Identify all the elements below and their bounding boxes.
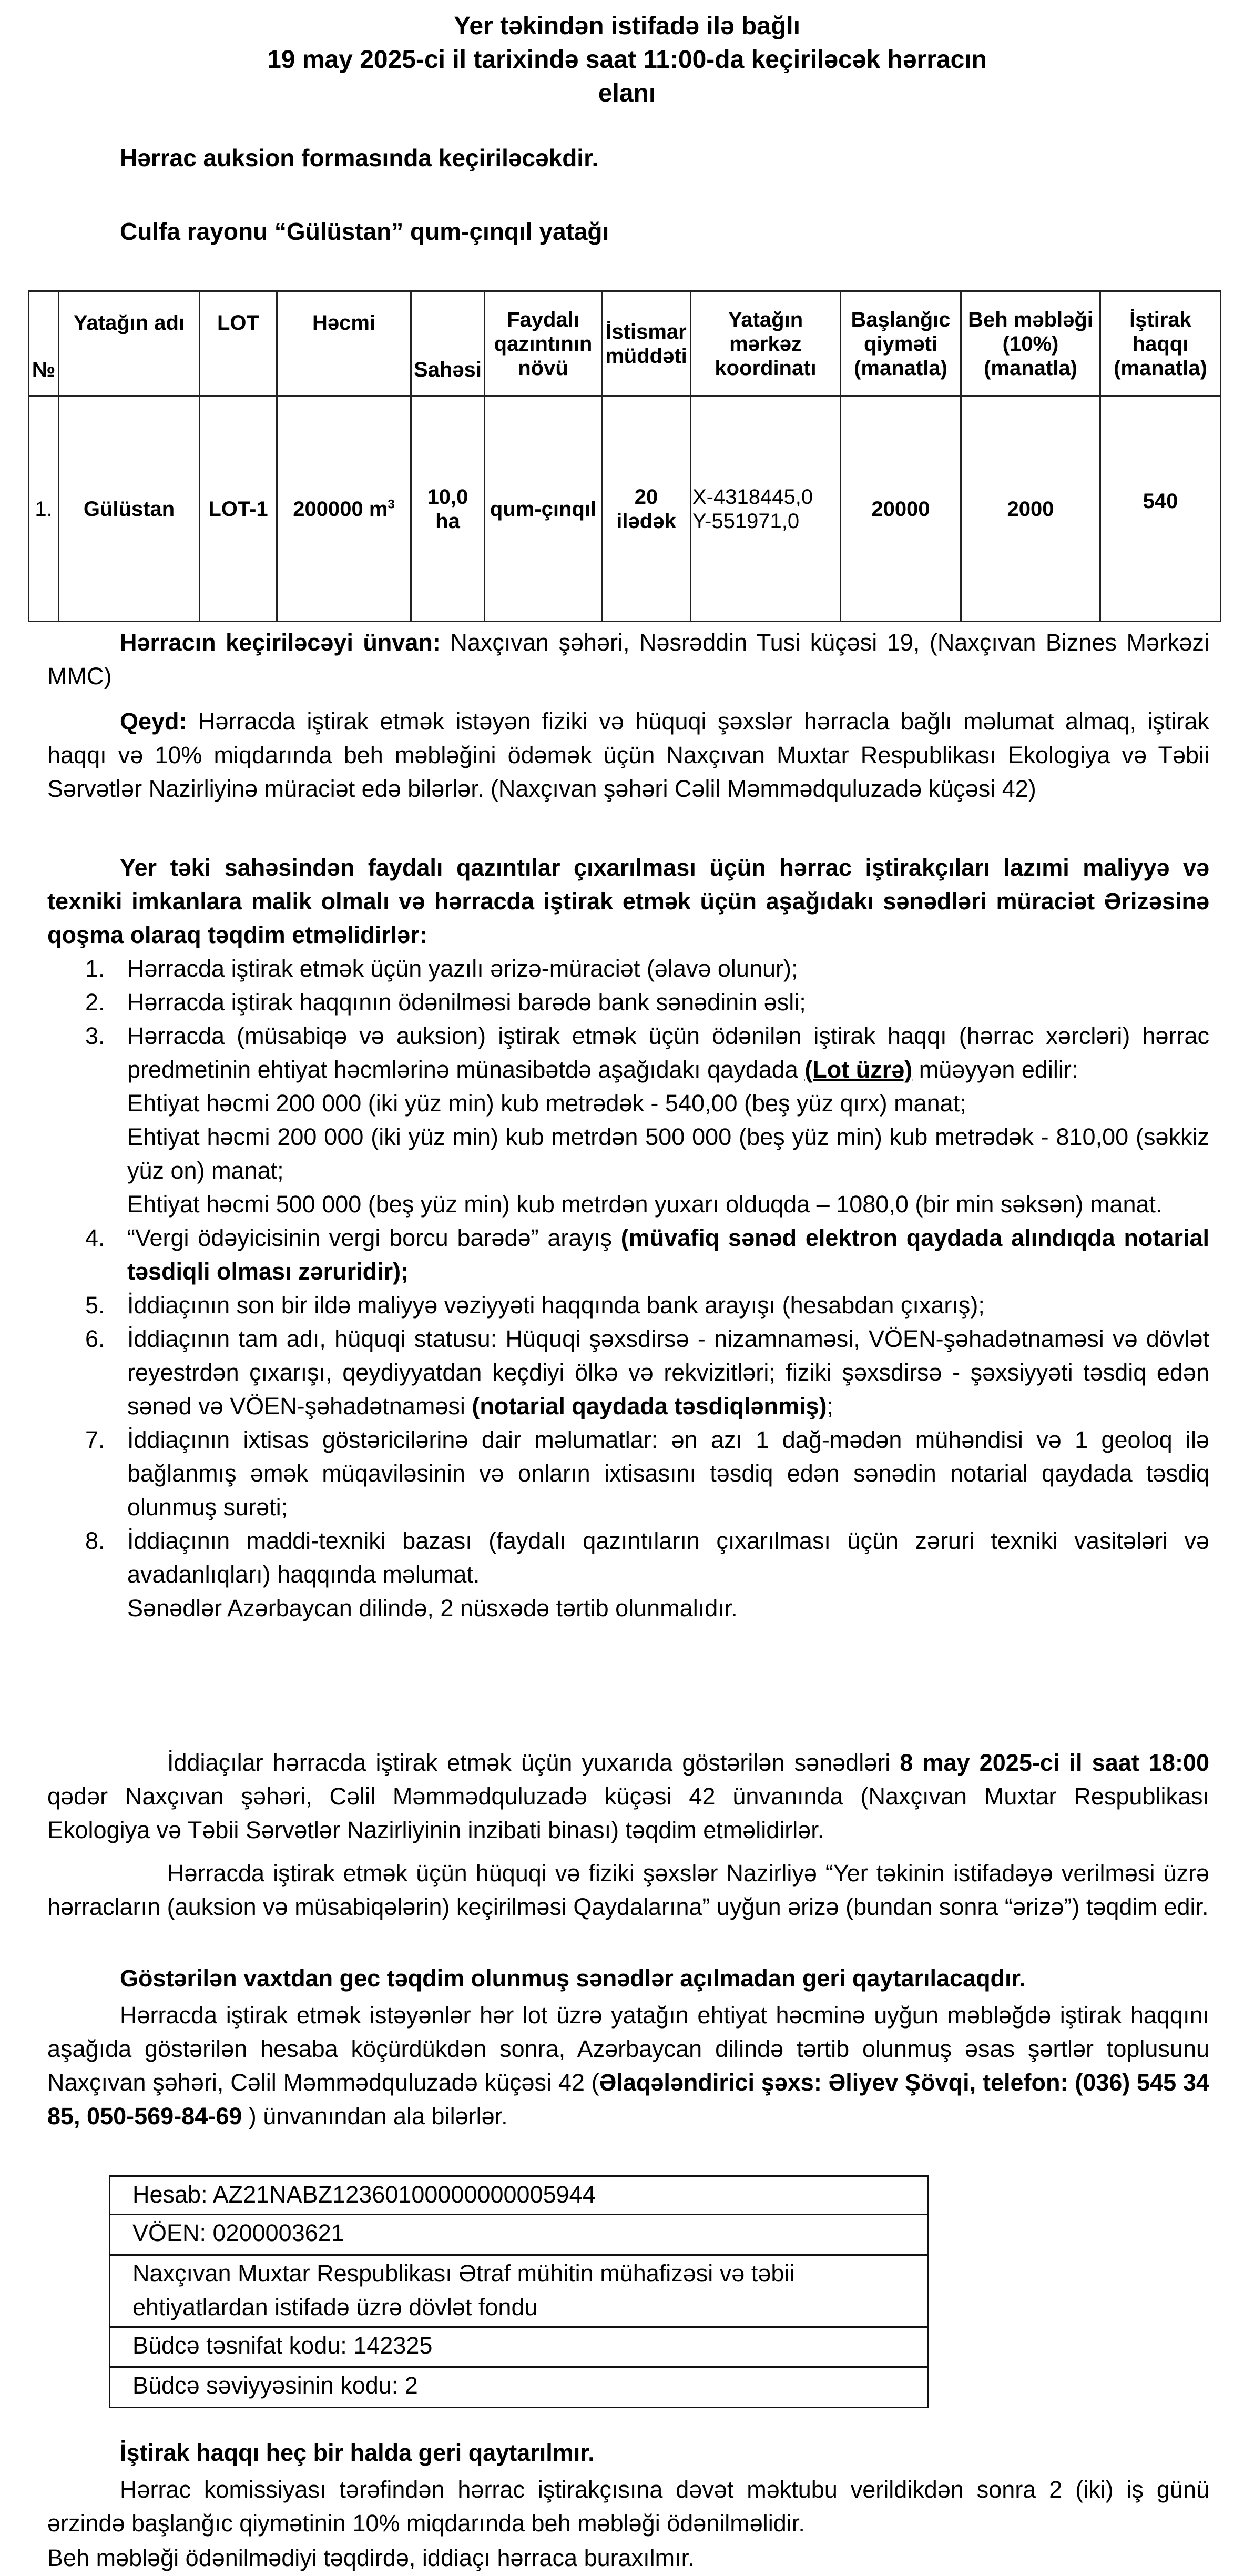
list-item: 7. İddiaçının ixtisas göstəricilərinə dair məlumatlar: ən azı 1 dağ-mədən mühəndisi və 1 geoloq ilə bağlanmış əmək müqaviləsinin və onların ixtisasını təsdiq edən sənədin notarial qaydada təsdiq olunmuş surəti; xyxy=(85,1426,1209,1520)
list-item: 5. İddiaçının son bir ildə maliyyə vəziyyəti haqqında bank arayışı (hesabdan çıxarış); xyxy=(85,1292,985,1319)
title-line-3: elanı xyxy=(598,79,656,107)
list-item: 8. İddiaçının maddi-texniki bazası (faydalı qazıntıların çıxarılması üçün zəruri texniki vasitələri və avadanlıqları) haqqında məlumat. xyxy=(85,1527,1209,1588)
non-refundable-notice: İştirak haqqı heç bir halda geri qaytarılmır. xyxy=(120,2439,595,2466)
venue-text: Naxçıvan şəhəri, Nəsrəddin Tusi küçəsi 19, (Naxçıvan Biznes Mərkəzi MMC) xyxy=(47,629,1210,689)
volume-value: 200000 m xyxy=(293,497,388,521)
cell-no: 1. xyxy=(29,397,59,622)
col-header-name: Yatağın adı xyxy=(59,291,200,397)
not-admitted-notice: Beh məbləği ödənilmədiyi təqdirdə, iddiaçı hərraca buraxılmır. xyxy=(47,2544,695,2571)
cell-fee: 540 xyxy=(1100,397,1221,622)
list-item: 4. “Vergi ödəyicisinin vergi borcu barədə” arayış (müvafiq sənəd elektron qaydada alındıqda notarial təsdiqli olması zəruridir); xyxy=(85,1224,1209,1285)
budget-level-code: Büdcə səviyyəsinin kodu: 2 xyxy=(110,2367,929,2408)
cell-area: 10,0 ha xyxy=(411,397,485,622)
note-text: Hərracda iştirak etmək istəyən fiziki və hüquqi şəxslər hərracla bağlı məlumat almaq, iştirak haqqı və 10% miqdarında beh məbləğini ödəmək üçün Naxçıvan Muxtar Respublikası Ekologiya və Təbii Sərvətlər Nazirliyinə müraciət edə bilərlər. (Naxçıvan şəhəri Cəlil Məmmədquluzadə küçəsi 42) xyxy=(47,708,1209,802)
cell-coordinates xyxy=(691,397,841,622)
cell-volume xyxy=(277,397,411,622)
deposit-payment-paragraph: Hərrac komissiyası tərəfindən hərrac iştirakçısına dəvət məktubu verildikdən sonra 2 (iki) iş günü ərzində başlanğıc qiymətinin 10% miqdarında beh məbləği ödənilməlidir. xyxy=(47,2476,1209,2537)
volume-unit-sup: 3 xyxy=(388,497,395,512)
venue-label: Hərracın keçiriləcəyi ünvan: xyxy=(120,629,441,656)
list-item: 1. Hərracda iştirak etmək üçün yazılı ərizə-müraciət (əlavə olunur); xyxy=(85,955,798,982)
col-header-volume: Həcmi xyxy=(277,291,411,397)
fee-tier: Ehtiyat həcmi 200 000 (iki yüz min) kub metrdən 500 000 (beş yüz min) kub metrədək - 810,00 (səkkiz yüz on) manat; xyxy=(127,1123,1209,1184)
documents-list xyxy=(47,952,1209,1625)
requirements-intro xyxy=(47,851,1209,952)
cell-name: Gülüstan xyxy=(59,397,200,622)
coord-x: X-4318445,0 xyxy=(692,485,813,509)
budget-classification-code: Büdcə təsnifat kodu: 142325 xyxy=(110,2327,929,2367)
late-documents-warning: Göstərilən vaxtdan gec təqdim olunmuş sənədlər açılmadan geri qaytarılacaqdır. xyxy=(120,1965,1026,1992)
list-item: 6. İddiaçının tam adı, hüquqi statusu: Hüquqi şəxsdirsə - nizamnaməsi, VÖEN-şəhadətnaməsi və dövlət reyestrdən çıxarışı, qeydiyyatdan keçdiyi ölkə və rekvizitləri; fiziki şəxsdirsə - şəxsiyyəti təsdiq edən sənəd və VÖEN-şəhadətnaməsi (notarial qaydada təsdiqlənmiş); xyxy=(85,1325,1209,1419)
cell-term: 20 ilədək xyxy=(602,397,691,622)
col-header-fee: İştirak haqqı (manatla) xyxy=(1100,291,1221,397)
announcement-title xyxy=(0,9,1254,110)
bank-recipient: Naxçıvan Muxtar Respublikası Ətraf mühitin mühafizəsi və təbii ehtiyatlardan istifadə üzrə dövlət fondu xyxy=(110,2255,929,2327)
list-item: 2. Hərracda iştirak haqqının ödənilməsi barədə bank sənədinin əsli; xyxy=(85,989,806,1016)
col-header-deposit: Beh məbləği (10%) (manatla) xyxy=(961,291,1100,397)
cell-mineral-type: qum-çınqıl xyxy=(485,397,602,622)
lots-table xyxy=(28,290,1221,622)
note-label: Qeyd: xyxy=(120,708,187,735)
table-header-row xyxy=(29,291,1221,397)
lot-basis-underlined: (Lot üzrə) xyxy=(804,1056,913,1083)
col-header-start-price: Başlanğıc qiyməti (manatla) xyxy=(841,291,961,397)
col-header-term: İstismar müddəti xyxy=(602,291,691,397)
venue-paragraph xyxy=(47,626,1209,693)
auction-form-heading: Hərrac auksion formasında keçiriləcəkdir. xyxy=(120,144,599,171)
col-header-coordinates: Yatağın mərkəz koordinatı xyxy=(691,291,841,397)
title-line-1: Yer təkindən istifadə ilə bağlı xyxy=(454,12,800,40)
bank-account: Hesab: AZ21NABZ12360100000000005944 xyxy=(110,2176,929,2215)
title-line-2: 19 may 2025-ci il tarixində saat 11:00-da keçiriləcək hərracın xyxy=(267,46,987,74)
col-header-mineral-type: Faydalı qazıntının növü xyxy=(485,291,602,397)
deadline-date: 8 may 2025-ci il saat 18:00 xyxy=(900,1749,1209,1776)
deposit-name-heading: Culfa rayonu “Gülüstan” qum-çınqıl yatağı xyxy=(120,218,609,245)
list-item: 3. Hərracda (müsabiqə və auksion) iştirak etmək üçün ödənilən iştirak haqqı (hərrac xərcləri) hərrac predmetinin ehtiyat həcmlərinə münasibətdə aşağıdakı qaydada (Lot üzrə) müəyyən edilir: Ehtiyat həcmi 200 000 (iki yüz min) kub metrədək - 540,00 (beş yüz qırx) manat; Ehtiyat həcmi 200 000 (iki yüz min) kub metrdən 500 000 (beş yüz min) kub metrədək - 810,00 (səkkiz yüz on) manat; Ehtiyat həcmi 500 000 (beş yüz min) kub metrdən yuxarı olduqda – 1080,0 (bir min səksən) manat. xyxy=(47,1019,1209,1221)
coord-y: Y-551971,0 xyxy=(692,509,800,533)
bank-details-table xyxy=(109,2175,929,2408)
terms-paragraph: Hərracda iştirak etmək istəyənlər hər lot üzrə yatağın ehtiyat həcminə uyğun məbləğdə iştirak haqqını aşağıda göstərilən hesaba köçürdükdən sonra, Azərbaycan dilində tərtib olunmuş əsas şərtlər toplusunu Naxçıvan şəhəri, Cəlil Məmmədquluzadə küçəsi 42 (Əlaqələndirici şəxs: Əliyev Şövqi, telefon: (036) 545 34 85, 050-569-84-69 ) ünvanından ala bilərlər. xyxy=(47,2002,1209,2129)
cell-lot: LOT-1 xyxy=(200,397,277,622)
col-header-no: № xyxy=(29,291,59,397)
cell-deposit: 2000 xyxy=(961,397,1100,622)
col-header-area: Sahəsi xyxy=(411,291,485,397)
requirements-intro-text: Yer təki sahəsindən faydalı qazıntılar çıxarılması üçün hərrac iştirakçıları lazımi maliyyə və texniki imkanlara malik olmalı və hərracda iştirak etmək üçün aşağıdakı sənədləri müraciət Ərizəsinə qoşma olaraq təqdim etməlidirlər: xyxy=(47,854,1209,948)
fee-tier: Ehtiyat həcmi 500 000 (beş yüz min) kub metrdən yuxarı olduqda – 1080,0 (bir min səksən) manat. xyxy=(127,1191,1163,1218)
application-paragraph: Hərracda iştirak etmək üçün hüquqi və fiziki şəxslər Nazirliyə “Yer təkinin istifadəyə verilməsi üzrə hərracların (auksion və müsabiqələrin) keçirilməsi Qaydalarına” uyğun ərizə (bundan sonra “ərizə”) təqdim edir. xyxy=(47,1860,1209,1920)
fee-tier: Ehtiyat həcmi 200 000 (iki yüz min) kub metrədək - 540,00 (beş yüz qırx) manat; xyxy=(127,1090,966,1117)
col-header-lot: LOT xyxy=(200,291,277,397)
contact-person: Əlaqələndirici şəxs: Əliyev Şövqi, telefon: (036) 545 34 85, 050-569-84-69 xyxy=(47,2069,1209,2129)
bank-tax-id: VÖEN: 0200003621 xyxy=(110,2215,929,2255)
cell-start-price: 20000 xyxy=(841,397,961,622)
note-paragraph xyxy=(47,705,1209,806)
language-note: Sənədlər Azərbaycan dilində, 2 nüsxədə tərtib olunmalıdır. xyxy=(127,1595,738,1621)
deadline-paragraph: İddiaçılar hərracda iştirak etmək üçün yuxarıda göstərilən sənədləri 8 may 2025-ci il saat 18:00 qədər Naxçıvan şəhəri, Cəlil Məmmədquluzadə küçəsi 42 ünvanında (Naxçıvan Muxtar Respublikası Ekologiya və Təbii Sərvətlər Nazirliyinin inzibati binası) təqdim etməlidirlər. xyxy=(47,1749,1209,1843)
table-row xyxy=(29,397,1221,622)
